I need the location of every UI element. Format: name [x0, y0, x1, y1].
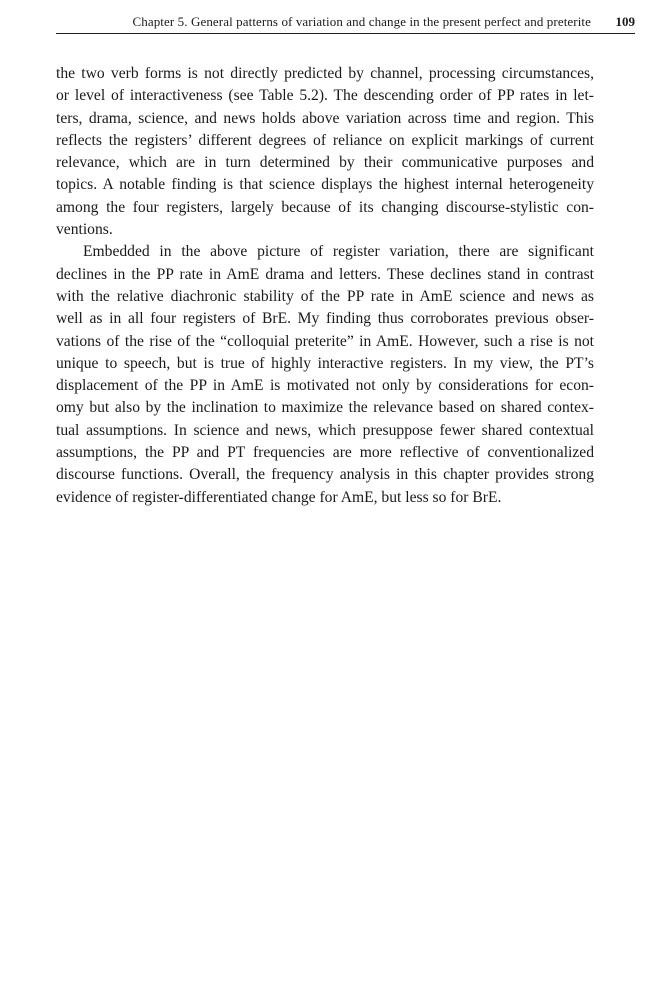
text-line: unique to speech, but is true of highly interactive registers. In my view, the PT’s [56, 354, 594, 372]
text-line: Embedded in the above picture of register variation, there are significant [83, 243, 594, 261]
text-line: the two verb forms is not directly predicted by channel, processing circumstances, [56, 65, 594, 82]
text-line: relevance, which are in turn determined by their communicative purposes and [56, 154, 594, 172]
text-line: omy but also by the inclination to maximize the relevance based on shared contex- [56, 399, 594, 417]
text-line: topics. A notable finding is that science displays the highest internal heterogeneity [56, 176, 594, 194]
text-line: ters, drama, science, and news holds above variation across time and region. This [56, 109, 594, 127]
paragraph-2 [56, 241, 594, 509]
text-line: evidence of register-differentiated change for AmE, but less so for BrE. [56, 488, 502, 506]
text-line: vations of the rise of the “colloquial preterite” in AmE. However, such a rise is not [56, 332, 594, 350]
text-line: well as in all four registers of BrE. My finding thus corroborates previous obser- [56, 310, 594, 328]
text-line: reflects the registers’ different degrees of reliance on explicit markings of current [56, 131, 594, 149]
text-line: displacement of the PP in AmE is motivated not only by considerations for econ- [56, 377, 594, 395]
paragraph-1 [56, 63, 594, 241]
text-line: ventions. [56, 221, 113, 239]
text-line: or level of interactiveness (see Table 5.2). The descending order of PP rates in let- [56, 87, 594, 105]
text-line: tual assumptions. In science and news, which presuppose fewer shared contextual [56, 421, 594, 439]
text-line: among the four registers, largely because of its changing discourse-stylistic con- [56, 198, 594, 216]
page-number: 109 [615, 14, 635, 29]
text-line: with the relative diachronic stability of the PP rate in AmE science and news as [56, 287, 594, 305]
text-line: assumptions, the PP and PT frequencies are more reflective of conventionalized [56, 444, 594, 462]
running-head [56, 12, 635, 34]
text-line: discourse functions. Overall, the frequency analysis in this chapter provides strong [56, 466, 594, 484]
body-text [56, 63, 594, 509]
running-head-title: Chapter 5. General patterns of variation and change in the present perfect and preterite [132, 14, 591, 29]
text-line: declines in the PP rate in AmE drama and letters. These declines stand in contrast [56, 265, 594, 283]
